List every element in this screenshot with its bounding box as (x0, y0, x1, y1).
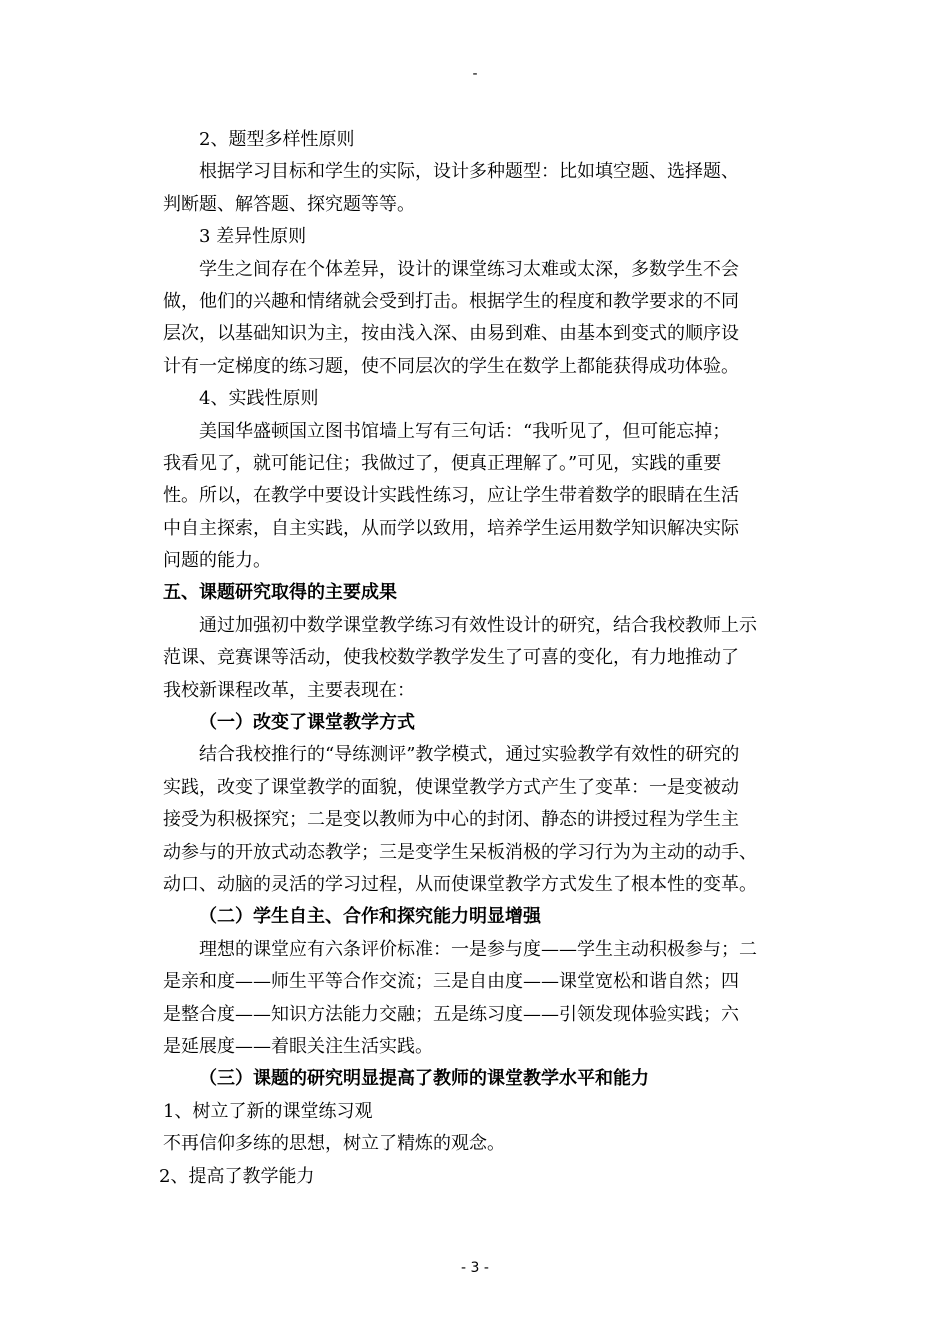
subsection-heading-1: （一）改变了课堂教学方式 (199, 712, 415, 734)
paragraph-line: 是整合度——知识方法能力交融；五是练习度——引领发现体验实践；六 (163, 1003, 739, 1025)
paragraph-line: 动参与的开放式动态教学；三是变学生呆板消极的学习行为为主动的动手、 (163, 841, 757, 863)
heading-principle-3: 3 差异性原则 (199, 226, 307, 248)
paragraph-line: 学生之间存在个体差异，设计的课堂练习太难或太深，多数学生不会 (199, 258, 739, 280)
paragraph-line: 性。所以，在教学中要设计实践性练习，应让学生带着数学的眼睛在生活 (163, 485, 739, 507)
subsection-heading-3: （三）课题的研究明显提高了教师的课堂教学水平和能力 (199, 1068, 649, 1090)
paragraph-line: 理想的课堂应有六条评价标准：一是参与度——学生主动积极参与；二 (199, 938, 757, 960)
paragraph-line: 层次，以基础知识为主，按由浅入深、由易到难、由基本到变式的顺序设 (163, 323, 739, 345)
header-mark: - (472, 66, 478, 82)
paragraph-line: 接受为积极探究；二是变以教师为中心的封闭、静态的讲授过程为学生主 (163, 809, 739, 831)
paragraph-line: 不再信仰多练的思想，树立了精炼的观念。 (163, 1133, 505, 1155)
paragraph-line: 我看见了，就可能记住；我做过了，便真正理解了。”可见，实践的重要 (163, 452, 722, 474)
paragraph-line: 判断题、解答题、探究题等等。 (163, 193, 415, 215)
paragraph-line: 问题的能力。 (163, 550, 271, 572)
paragraph-line: 做，他们的兴趣和情绪就会受到打击。根据学生的程度和教学要求的不同 (163, 290, 739, 312)
paragraph-line: 是亲和度——师生平等合作交流；三是自由度——课堂宽松和谐自然；四 (163, 971, 739, 993)
paragraph-line: 我校新课程改革，主要表现在： (163, 679, 415, 701)
heading-principle-4: 4、实践性原则 (199, 388, 319, 410)
subsection-heading-2: （二）学生自主、合作和探究能力明显增强 (199, 906, 541, 928)
paragraph-line: 通过加强初中数学课堂教学练习有效性设计的研究，结合我校教师上示 (199, 614, 757, 636)
paragraph-line: 范课、竞赛课等活动，使我校数学教学发生了可喜的变化，有力地推动了 (163, 647, 739, 669)
heading-principle-2: 2、题型多样性原则 (199, 129, 355, 150)
paragraph-line: 中自主探索，自主实践，从而学以致用，培养学生运用数学知识解决实际 (163, 517, 739, 539)
paragraph-line: 实践，改变了课堂教学的面貌，使课堂教学方式产生了变革：一是变被动 (163, 776, 739, 798)
paragraph-line: 是延展度——着眼关注生活实践。 (163, 1035, 433, 1057)
paragraph-line: 根据学习目标和学生的实际，设计多种题型：比如填空题、选择题、 (199, 161, 739, 183)
section-heading-5: 五、课题研究取得的主要成果 (163, 582, 397, 604)
page-number: - 3 - (461, 1260, 489, 1276)
paragraph-line: 动口、动脑的灵活的学习过程，从而使课堂教学方式发生了根本性的变革。 (163, 873, 757, 895)
document-body (159, 124, 793, 1193)
item-heading-2: 2、提高了教学能力 (159, 1165, 315, 1187)
paragraph-line: 结合我校推行的“导练测评”教学模式，通过实验教学有效性的研究的 (199, 744, 740, 766)
paragraph-line: 计有一定梯度的练习题，使不同层次的学生在数学上都能获得成功体验。 (163, 355, 739, 377)
paragraph-line: 美国华盛顿国立图书馆墙上写有三句话：“我听见了，但可能忘掉； (199, 420, 731, 442)
item-heading-1: 1、树立了新的课堂练习观 (163, 1100, 373, 1122)
